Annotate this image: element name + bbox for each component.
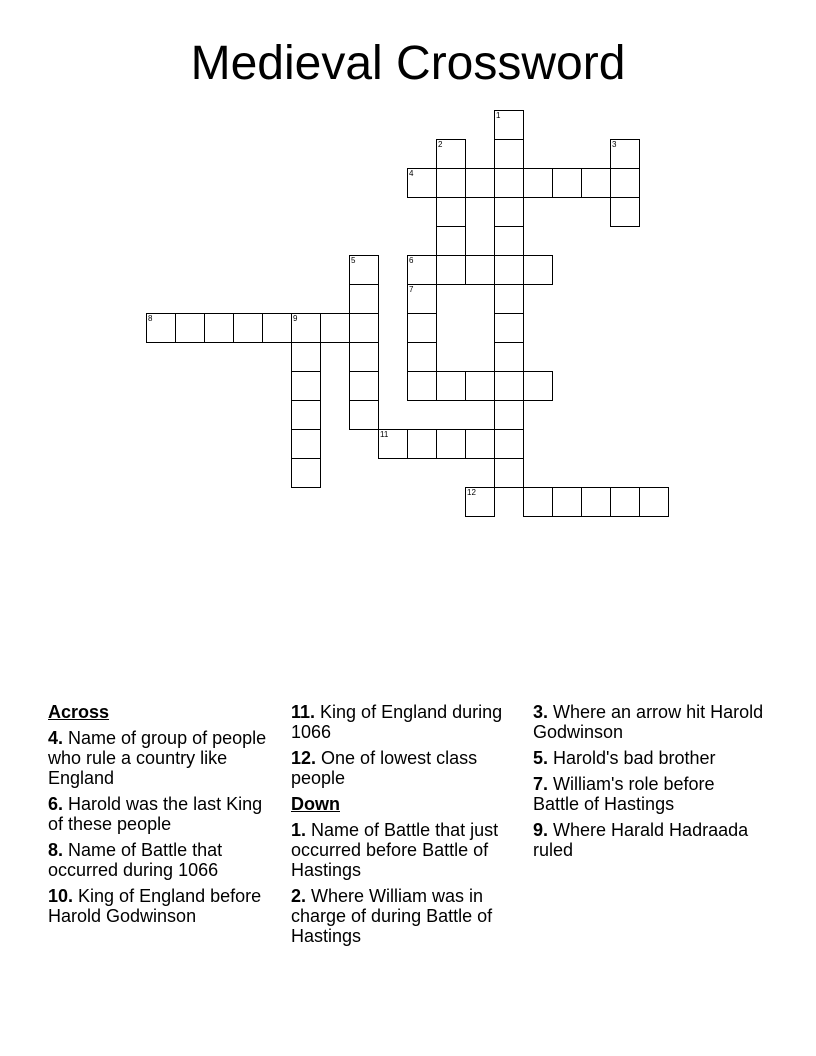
crossword-cell[interactable] bbox=[465, 255, 495, 285]
crossword-cell-9[interactable] bbox=[291, 313, 321, 343]
clue-column-2 bbox=[291, 702, 523, 952]
clue-text: Where Harald Hadraada ruled bbox=[533, 820, 749, 860]
clue-section-heading: Across bbox=[48, 702, 110, 722]
crossword-cell[interactable] bbox=[494, 139, 524, 169]
crossword-cell[interactable] bbox=[407, 371, 437, 401]
clue-text: Where an arrow hit Harold Godwinson bbox=[533, 702, 764, 742]
crossword-cell-12[interactable] bbox=[465, 487, 495, 517]
clue-number-label: 5. bbox=[533, 748, 549, 768]
crossword-cell[interactable] bbox=[639, 487, 669, 517]
page-title: Medieval Crossword bbox=[190, 37, 626, 90]
crossword-cell[interactable] bbox=[436, 197, 466, 227]
crossword-cell-5[interactable] bbox=[349, 255, 379, 285]
crossword-cell[interactable] bbox=[349, 284, 379, 314]
crossword-cell[interactable] bbox=[494, 371, 524, 401]
clue-number-label: 1. bbox=[291, 820, 307, 840]
crossword-cell[interactable] bbox=[291, 429, 321, 459]
clue-text: One of lowest class people bbox=[291, 748, 478, 788]
crossword-cell[interactable] bbox=[436, 168, 466, 198]
clue-number-label: 9. bbox=[533, 820, 549, 840]
crossword-cell[interactable] bbox=[349, 342, 379, 372]
crossword-cell[interactable] bbox=[349, 313, 379, 343]
crossword-cell[interactable] bbox=[349, 400, 379, 430]
crossword-cell[interactable] bbox=[494, 400, 524, 430]
clue-text: Name of Battle that just occurred before Battle of Hastings bbox=[291, 820, 499, 880]
crossword-cell[interactable] bbox=[436, 371, 466, 401]
crossword-cell-7[interactable] bbox=[407, 284, 437, 314]
crossword-cell[interactable] bbox=[436, 226, 466, 256]
crossword-cell-11[interactable] bbox=[378, 429, 408, 459]
clue-number-label: 2. bbox=[291, 886, 307, 906]
clue-number-label: 12. bbox=[291, 748, 317, 768]
clue-item bbox=[48, 886, 280, 926]
crossword-cell[interactable] bbox=[349, 371, 379, 401]
clue-number-label: 8. bbox=[48, 840, 64, 860]
crossword-cell[interactable] bbox=[291, 342, 321, 372]
clue-number: 9 bbox=[293, 314, 298, 323]
clue-text: Name of Battle that occurred during 1066 bbox=[48, 840, 223, 880]
clue-item bbox=[291, 702, 523, 742]
clue-number: 4 bbox=[409, 169, 414, 178]
crossword-cell-4[interactable] bbox=[407, 168, 437, 198]
clue-text: King of England before Harold Godwinson bbox=[48, 886, 262, 926]
clue-number: 12 bbox=[467, 488, 476, 497]
crossword-cell[interactable] bbox=[436, 255, 466, 285]
crossword-cell[interactable] bbox=[494, 168, 524, 198]
crossword-cell-1[interactable] bbox=[494, 110, 524, 140]
clue-item bbox=[48, 794, 280, 834]
clue-text: Harold's bad brother bbox=[548, 748, 716, 768]
clue-item bbox=[48, 840, 280, 880]
crossword-cell[interactable] bbox=[494, 226, 524, 256]
clue-number: 5 bbox=[351, 256, 356, 265]
crossword-cell[interactable] bbox=[204, 313, 234, 343]
clue-item bbox=[291, 886, 523, 946]
crossword-cell[interactable] bbox=[552, 487, 582, 517]
crossword-cell[interactable] bbox=[523, 487, 553, 517]
crossword-cell[interactable] bbox=[407, 313, 437, 343]
clue-item bbox=[48, 728, 280, 788]
crossword-cell[interactable] bbox=[494, 342, 524, 372]
crossword-cell[interactable] bbox=[552, 168, 582, 198]
clue-item bbox=[533, 820, 765, 860]
clue-number: 3 bbox=[612, 140, 617, 149]
clue-text: William's role before Battle of Hastings bbox=[533, 774, 715, 814]
clue-item bbox=[291, 820, 523, 880]
crossword-cell[interactable] bbox=[494, 255, 524, 285]
crossword-cell[interactable] bbox=[465, 371, 495, 401]
clue-number-label: 6. bbox=[48, 794, 64, 814]
crossword-cell[interactable] bbox=[494, 313, 524, 343]
clue-number: 11 bbox=[380, 430, 389, 439]
crossword-cell-6[interactable] bbox=[407, 255, 437, 285]
crossword-cell[interactable] bbox=[436, 429, 466, 459]
crossword-cell[interactable] bbox=[465, 429, 495, 459]
crossword-cell[interactable] bbox=[407, 342, 437, 372]
crossword-cell[interactable] bbox=[581, 487, 611, 517]
crossword-cell[interactable] bbox=[523, 255, 553, 285]
clue-text: King of England during 1066 bbox=[291, 702, 503, 742]
crossword-cell[interactable] bbox=[610, 168, 640, 198]
clue-text: Where William was in charge of during Battle of Hastings bbox=[291, 886, 493, 946]
crossword-cell[interactable] bbox=[407, 429, 437, 459]
clue-number-label: 7. bbox=[533, 774, 549, 794]
clue-number: 1 bbox=[496, 111, 501, 120]
crossword-cell[interactable] bbox=[494, 284, 524, 314]
crossword-cell[interactable] bbox=[610, 197, 640, 227]
clue-number-label: 10. bbox=[48, 886, 74, 906]
crossword-cell-2[interactable] bbox=[436, 139, 466, 169]
clue-number: 2 bbox=[438, 140, 443, 149]
clue-number: 6 bbox=[409, 256, 414, 265]
clue-column-1 bbox=[48, 702, 280, 932]
crossword-cell[interactable] bbox=[291, 400, 321, 430]
crossword-cell[interactable] bbox=[523, 168, 553, 198]
clue-item bbox=[533, 702, 765, 742]
clue-number-label: 4. bbox=[48, 728, 64, 748]
crossword-cell[interactable] bbox=[233, 313, 263, 343]
clue-number-label: 3. bbox=[533, 702, 549, 722]
clue-number: 7 bbox=[409, 285, 414, 294]
clue-text: Name of group of people who rule a country like England bbox=[48, 728, 267, 788]
crossword-cell[interactable] bbox=[465, 168, 495, 198]
crossword-cell[interactable] bbox=[494, 458, 524, 488]
crossword-cell[interactable] bbox=[523, 371, 553, 401]
crossword-cell-8[interactable] bbox=[146, 313, 176, 343]
crossword-cell[interactable] bbox=[291, 458, 321, 488]
clue-number-label: 11. bbox=[291, 702, 316, 722]
crossword-cell[interactable] bbox=[320, 313, 350, 343]
crossword-cell[interactable] bbox=[610, 487, 640, 517]
crossword-cell[interactable] bbox=[262, 313, 292, 343]
crossword-cell[interactable] bbox=[494, 197, 524, 227]
crossword-cell[interactable] bbox=[175, 313, 205, 343]
clue-item bbox=[533, 774, 765, 814]
clue-text: Harold was the last King of these people bbox=[48, 794, 263, 834]
crossword-cell[interactable] bbox=[494, 429, 524, 459]
clue-number: 8 bbox=[148, 314, 153, 323]
crossword-cell-3[interactable] bbox=[610, 139, 640, 169]
clue-item bbox=[533, 748, 765, 768]
clue-column-3 bbox=[533, 702, 765, 866]
crossword-cell[interactable] bbox=[581, 168, 611, 198]
clue-item bbox=[291, 748, 523, 788]
clue-section-heading: Down bbox=[291, 794, 340, 814]
crossword-cell[interactable] bbox=[291, 371, 321, 401]
